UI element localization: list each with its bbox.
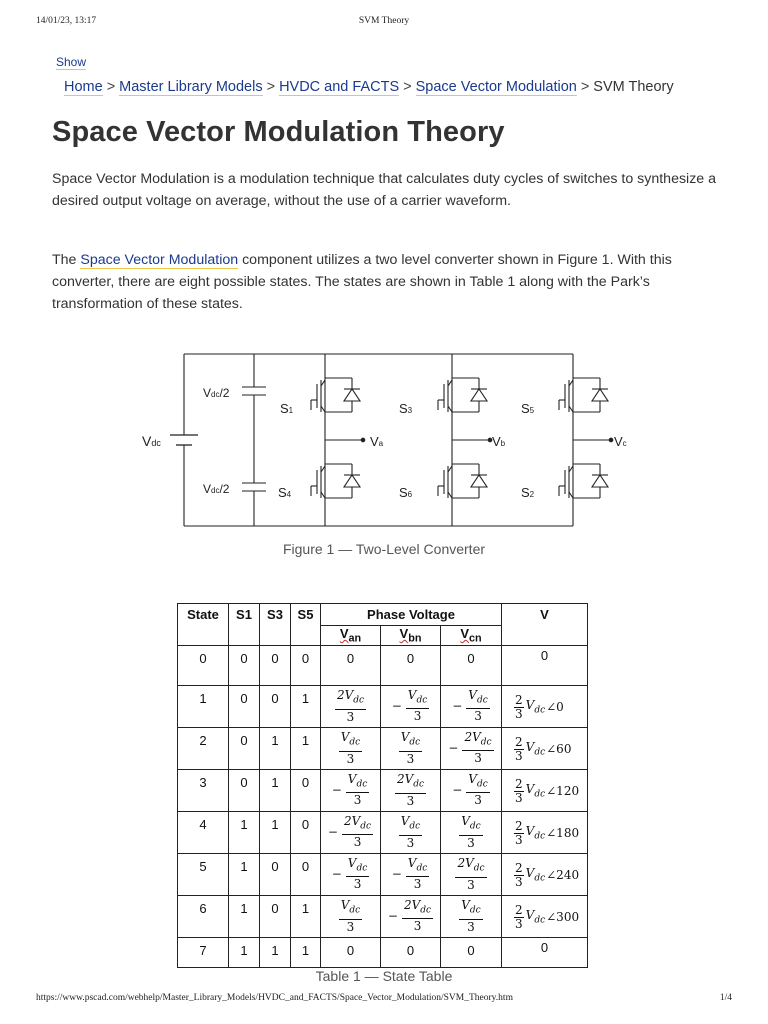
subheader-van: $V_{an}$ bbox=[321, 626, 381, 646]
switch-s4-label: S4 bbox=[278, 485, 292, 500]
voltage-fraction: − $\frac{V_{dc}}{3}$ bbox=[391, 687, 428, 724]
s5-cell: 1 bbox=[291, 727, 321, 769]
intro-paragraph: Space Vector Modulation is a modulation technique that calculates duty cycles of switches to synthesize a desired output voltage on average, without the use of a carrier waveform. bbox=[52, 171, 717, 209]
output-vb-label: Vb bbox=[492, 434, 506, 449]
vbn-cell bbox=[381, 811, 441, 853]
v-cell bbox=[502, 811, 588, 853]
s3-cell: 1 bbox=[260, 769, 291, 811]
van-cell bbox=[321, 811, 381, 853]
vcn-cell: 0 bbox=[441, 937, 502, 967]
voltage-fraction: $\frac{V_{dc}}{3}$ bbox=[461, 814, 481, 850]
voltage-fraction: − $\frac{V_{dc}}{3}$ bbox=[331, 855, 368, 892]
header-phase-voltage: Phase Voltage bbox=[321, 604, 502, 626]
output-va-label: Va bbox=[370, 434, 384, 449]
van-cell: 0 bbox=[321, 937, 381, 967]
van-cell bbox=[321, 727, 381, 769]
van-cell bbox=[321, 853, 381, 895]
voltage-fraction: − $\frac{V_{dc}}{3}$ bbox=[452, 771, 488, 808]
vdc-half-upper-label: Vdc/2 bbox=[203, 386, 230, 400]
header-s3: S3 bbox=[260, 604, 291, 646]
vcn-cell bbox=[441, 811, 502, 853]
voltage-fraction: $\frac{V_{dc}}{3}$ bbox=[400, 814, 421, 850]
voltage-fraction: $\frac{V_{dc}}{3}$ bbox=[340, 730, 361, 766]
vbn-cell bbox=[381, 769, 441, 811]
van-cell: 0 bbox=[321, 645, 381, 685]
vcn-cell bbox=[441, 769, 502, 811]
s5-cell: 0 bbox=[291, 645, 321, 685]
state-cell: 6 bbox=[178, 895, 229, 937]
s1-cell: 0 bbox=[229, 645, 260, 685]
voltage-fraction: − $\frac{V_{dc}}{3}$ bbox=[331, 771, 368, 808]
v-cell bbox=[502, 727, 588, 769]
header-v: V bbox=[502, 604, 588, 646]
switch-s1-label: S1 bbox=[280, 401, 294, 416]
voltage-fraction: − $\frac{2V_{dc}}{3}$ bbox=[327, 813, 372, 850]
v-cell: 0 bbox=[502, 937, 588, 967]
v-cell bbox=[502, 895, 588, 937]
subheader-vbn: $V_{bn}$ bbox=[381, 626, 441, 646]
vcn-cell bbox=[441, 895, 502, 937]
figure1-caption: Figure 1 — Two-Level Converter bbox=[282, 541, 486, 557]
breadcrumb-separator: > bbox=[403, 79, 412, 95]
voltage-fraction: $\frac{2V_{dc}}{3}$ bbox=[457, 856, 485, 892]
vcn-cell bbox=[441, 685, 502, 727]
s3-cell: 0 bbox=[260, 685, 291, 727]
s1-cell: 1 bbox=[229, 895, 260, 937]
switch-s2-label: S2 bbox=[521, 485, 535, 500]
voltage-fraction: $\frac{2V_{dc}}{3}$ bbox=[396, 772, 425, 808]
breadcrumb-separator: > bbox=[266, 79, 276, 95]
table-row bbox=[178, 645, 588, 685]
s1-cell: 1 bbox=[229, 853, 260, 895]
state-cell: 3 bbox=[178, 769, 229, 811]
vdc-half-lower-label: Vdc/2 bbox=[203, 482, 230, 496]
table1-caption: Table 1 — State Table bbox=[315, 968, 453, 984]
output-vc-label: Vc bbox=[614, 434, 627, 449]
show-link[interactable]: Show bbox=[56, 55, 87, 69]
state-cell: 1 bbox=[178, 685, 229, 727]
header-s1: S1 bbox=[229, 604, 260, 646]
phase-leg-b bbox=[438, 354, 492, 526]
page-title: Space Vector Modulation Theory bbox=[52, 116, 505, 148]
table-row bbox=[178, 937, 588, 967]
voltage-fraction: $\frac{V_{dc}}{3}$ bbox=[340, 898, 361, 934]
v-cell: 0 bbox=[502, 645, 588, 685]
state-cell: 0 bbox=[178, 645, 229, 685]
table-row bbox=[178, 811, 588, 853]
s3-cell: 1 bbox=[260, 811, 291, 853]
state-cell: 2 bbox=[178, 727, 229, 769]
s1-cell: 0 bbox=[229, 727, 260, 769]
two-level-converter-diagram bbox=[140, 350, 627, 532]
s5-cell: 1 bbox=[291, 937, 321, 967]
voltage-fraction: − $\frac{V_{dc}}{3}$ bbox=[452, 687, 488, 724]
paragraph-text: The bbox=[52, 252, 81, 268]
vbn-cell bbox=[381, 895, 441, 937]
state-table bbox=[177, 603, 588, 968]
van-cell bbox=[321, 895, 381, 937]
breadcrumb-separator: > bbox=[106, 79, 116, 95]
breadcrumb-space-vector-modulation[interactable]: Space Vector Modulation bbox=[415, 79, 577, 95]
s5-cell: 0 bbox=[291, 769, 321, 811]
paragraph-text: component utilizes a two level converter shown in Figure 1. With this converter, there are eight possible states. The states are shown in Table 1 along with the Park’s transformation of these states. bbox=[52, 252, 672, 312]
table-row bbox=[178, 853, 588, 895]
table-row bbox=[178, 685, 588, 727]
s3-cell: 1 bbox=[260, 937, 291, 967]
print-url: https://www.pscad.com/webhelp/Master_Library_Models/HVDC_and_FACTS/Space_Vector_Modulation/SVM_Theory.htm bbox=[36, 993, 513, 1003]
vcn-cell bbox=[441, 727, 502, 769]
print-datetime: 14/01/23, 13:17 bbox=[36, 16, 97, 26]
van-cell bbox=[321, 685, 381, 727]
v-cell bbox=[502, 853, 588, 895]
vbn-cell: 0 bbox=[381, 937, 441, 967]
breadcrumb-home[interactable]: Home bbox=[64, 79, 103, 95]
switch-s3-label: S3 bbox=[399, 401, 413, 416]
switch-s5-label: S5 bbox=[521, 401, 535, 416]
table-row bbox=[178, 895, 588, 937]
s3-cell: 0 bbox=[260, 645, 291, 685]
voltage-fraction: $\frac{V_{dc}}{3}$ bbox=[461, 898, 481, 934]
table-row bbox=[178, 727, 588, 769]
van-cell bbox=[321, 769, 381, 811]
switch-s6-label: S6 bbox=[399, 485, 413, 500]
vbn-cell bbox=[381, 685, 441, 727]
vbn-cell bbox=[381, 727, 441, 769]
s3-cell: 0 bbox=[260, 853, 291, 895]
s1-cell: 0 bbox=[229, 769, 260, 811]
v-cell bbox=[502, 769, 588, 811]
space-vector-modulation-link[interactable]: Space Vector Modulation bbox=[80, 252, 239, 268]
print-page-number: 1/4 bbox=[719, 993, 732, 1003]
breadcrumb-separator: > bbox=[580, 79, 590, 95]
s5-cell: 0 bbox=[291, 811, 321, 853]
vcn-cell bbox=[441, 853, 502, 895]
s5-cell: 1 bbox=[291, 895, 321, 937]
s1-cell: 0 bbox=[229, 685, 260, 727]
voltage-fraction: $\frac{2V_{dc}}{3}$ bbox=[336, 688, 365, 724]
s3-cell: 1 bbox=[260, 727, 291, 769]
print-page-title: SVM Theory bbox=[358, 16, 410, 26]
breadcrumb bbox=[64, 79, 674, 95]
voltage-fraction: − $\frac{2V_{dc}}{3}$ bbox=[448, 729, 492, 766]
space-vector-magnitude: $\frac{2}{3}$ $V_{dc}$ ∠120 bbox=[515, 776, 580, 805]
phase-leg-c bbox=[559, 354, 613, 526]
breadcrumb-hvdc-and-facts[interactable]: HVDC and FACTS bbox=[279, 79, 400, 95]
vdc-label: Vdc bbox=[142, 433, 161, 449]
breadcrumb-master-library-models[interactable]: Master Library Models bbox=[119, 79, 263, 95]
s1-cell: 1 bbox=[229, 811, 260, 853]
space-vector-magnitude: $\frac{2}{3}$ $V_{dc}$ ∠240 bbox=[515, 860, 580, 889]
s3-cell: 0 bbox=[260, 895, 291, 937]
subheader-vcn: $V_{cn}$ bbox=[441, 626, 502, 646]
phase-leg-a bbox=[311, 354, 365, 526]
voltage-fraction: − $\frac{2V_{dc}}{3}$ bbox=[387, 897, 432, 934]
vbn-cell: 0 bbox=[381, 645, 441, 685]
voltage-fraction: − $\frac{V_{dc}}{3}$ bbox=[391, 855, 428, 892]
s1-cell: 1 bbox=[229, 937, 260, 967]
space-vector-magnitude: $\frac{2}{3}$ $V_{dc}$ ∠180 bbox=[515, 818, 580, 847]
space-vector-magnitude: $\frac{2}{3}$ $V_{dc}$ ∠60 bbox=[515, 734, 572, 763]
state-cell: 5 bbox=[178, 853, 229, 895]
space-vector-magnitude: $\frac{2}{3}$ $V_{dc}$ ∠300 bbox=[515, 902, 580, 931]
header-s5: S5 bbox=[291, 604, 321, 646]
print-footer bbox=[0, 993, 768, 1007]
v-cell bbox=[502, 685, 588, 727]
s5-cell: 0 bbox=[291, 853, 321, 895]
state-cell: 4 bbox=[178, 811, 229, 853]
state-cell: 7 bbox=[178, 937, 229, 967]
voltage-fraction: $\frac{V_{dc}}{3}$ bbox=[400, 730, 421, 766]
vbn-cell bbox=[381, 853, 441, 895]
space-vector-magnitude: $\frac{2}{3}$ $V_{dc}$ ∠0 bbox=[515, 692, 564, 721]
vcn-cell: 0 bbox=[441, 645, 502, 685]
print-header bbox=[0, 16, 768, 30]
header-state: State bbox=[178, 604, 229, 646]
breadcrumb-current: SVM Theory bbox=[593, 79, 674, 95]
converter-paragraph bbox=[52, 249, 722, 315]
table-row bbox=[178, 769, 588, 811]
s5-cell: 1 bbox=[291, 685, 321, 727]
